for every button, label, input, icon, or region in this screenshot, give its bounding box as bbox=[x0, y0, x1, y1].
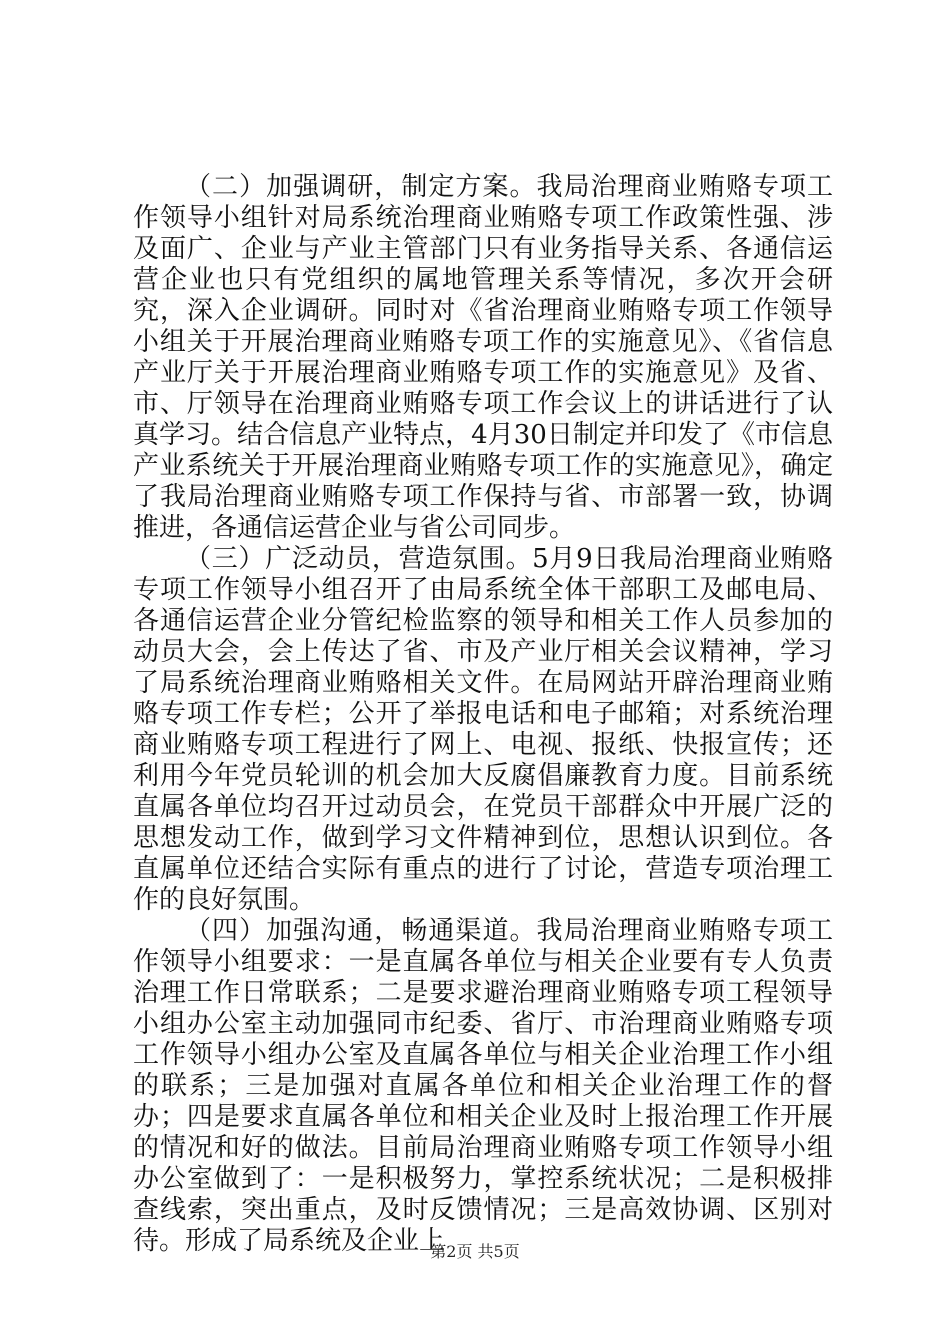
paragraph-2: （二）加强调研，制定方案。我局治理商业贿赂专项工作领导小组针对局系统治理商业贿赂专项工作政策性强、涉及面广、企业与产业主管部门只有业务指导关系、各通信运营企业也只有党组织的属地管理关系等情况，多次开会研究，深入企业调研。同时对《省治理商业贿赂专项工作领导小组关于开展治理商业贿赂专项工作的实施意见》、《省信息产业厅关于开展治理商业贿赂专项工作的实施意见》及省、市、厅领导在治理商业贿赂专项工作会议上的讲话进行了认真学习。结合信息产业特点，4月30日制定并印发了《市信息产业系统关于开展治理商业贿赂专项工作的实施意见》，确定了我局治理商业贿赂专项工作保持与省、市部署一致，协调推进，各通信运营企业与省公司同步。 bbox=[133, 172, 833, 543]
paragraph-4: （四）加强沟通，畅通渠道。我局治理商业贿赂专项工作领导小组要求：一是直属各单位与相关企业要有专人负责治理工作日常联系；二是要求避治理商业贿赂专项工程领导小组办公室主动加强同市纪委、省厅、市治理商业贿赂专项工作领导小组办公室及直属各单位与相关企业治理工作小组的联系；三是加强对直属各单位和相关企业治理工作的督办；四是要求直属各单位和相关企业及时上报治理工作开展的情况和好的做法。目前局治理商业贿赂专项工作领导小组办公室做到了：一是积极努力，掌控系统状况；二是积极排查线索，突出重点，及时反馈情况；三是高效协调、区别对待。形成了局系统及企业上 bbox=[133, 916, 833, 1256]
paragraph-3: （三）广泛动员，营造氛围。5月9日我局治理商业贿赂专项工作领导小组召开了由局系统全体干部职工及邮电局、各通信运营企业分管纪检监察的领导和相关工作人员参加的动员大会，会上传达了省、市及产业厅相关会议精神，学习了局系统治理商业贿赂相关文件。在局网站开辟治理商业贿赂专项工作专栏；公开了举报电话和电子邮箱；对系统治理商业贿赂专项工程进行了网上、电视、报纸、快报宣传；还利用今年党员轮训的机会加大反腐倡廉教育力度。目前系统直属各单位均召开过动员会，在党员干部群众中开展广泛的思想发动工作，做到学习文件精神到位，思想认识到位。各直属单位还结合实际有重点的进行了讨论，营造专项治理工作的良好氛围。 bbox=[133, 544, 833, 915]
page-number-footer: 第2页 共5页 bbox=[430, 1242, 520, 1261]
document-body bbox=[133, 172, 833, 1257]
